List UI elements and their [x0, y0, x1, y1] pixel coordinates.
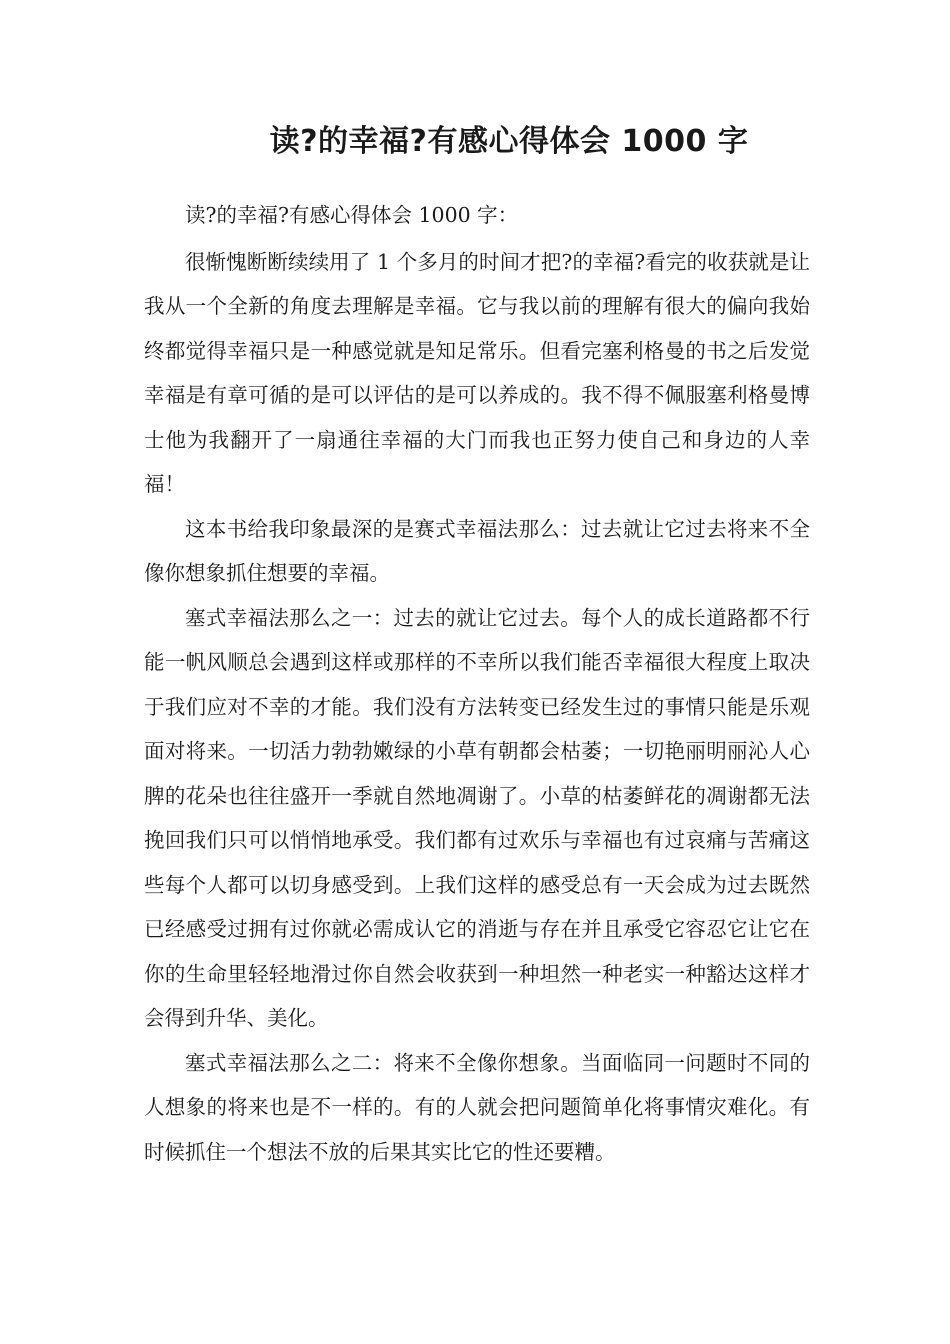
- body-paragraph: 很惭愧断断续续用了 1 个多月的时间才把?的幸福?看完的收获就是让我从一个全新的角度去理解是幸福。它与我以前的理解有很大的偏向我始终都觉得幸福只是一种感觉就是知足常乐。但看完塞利格曼的书之后发觉幸福是有章可循的是可以评估的是可以养成的。我不得不佩服塞利格曼博士他为我翻开了一扇通往幸福的大门而我也正努力使自己和身边的人幸福！: [144, 249, 810, 496]
- document-title: 读?的幸福?有感心得体会 1000 字: [269, 124, 749, 159]
- body-paragraph: 塞式幸福法那么之二：将来不全像你想象。当面临同一问题时不同的人想象的将来也是不一样的。有的人就会把问题简单化将事情灾难化。有时候抓住一个想法不放的后果其实比它的性还要糟。: [144, 1050, 810, 1164]
- body-paragraph: 这本书给我印象最深的是赛式幸福法那么：过去就让它过去将来不全像你想象抓住想要的幸福。: [144, 516, 810, 585]
- body-paragraph: 塞式幸福法那么之一：过去的就让它过去。每个人的成长道路都不行能一帆风顺总会遇到这样或那样的不幸所以我们能否幸福很大程度上取决于我们应对不幸的才能。我们没有方法转变已经发生过的事情只能是乐观面对将来。一切活力勃勃嫩绿的小草有朝都会枯萎；一切艳丽明丽沁人心脾的花朵也往往盛开一季就自然地凋谢了。小草的枯萎鲜花的凋谢都无法挽回我们只可以悄悄地承受。我们都有过欢乐与幸福也有过哀痛与苦痛这些每个人都可以切身感受到。上我们这样的感受总有一天会成为过去既然已经感受过拥有过你就必需成认它的消逝与存在并且承受它容忍它让它在你的生命里轻轻地滑过你自然会收获到一种坦然一种老实一种豁达这样才会得到升华、美化。: [144, 605, 810, 1030]
- document-body: [144, 193, 810, 1174]
- intro-paragraph: 读?的幸福?有感心得体会 1000 字：: [185, 203, 519, 227]
